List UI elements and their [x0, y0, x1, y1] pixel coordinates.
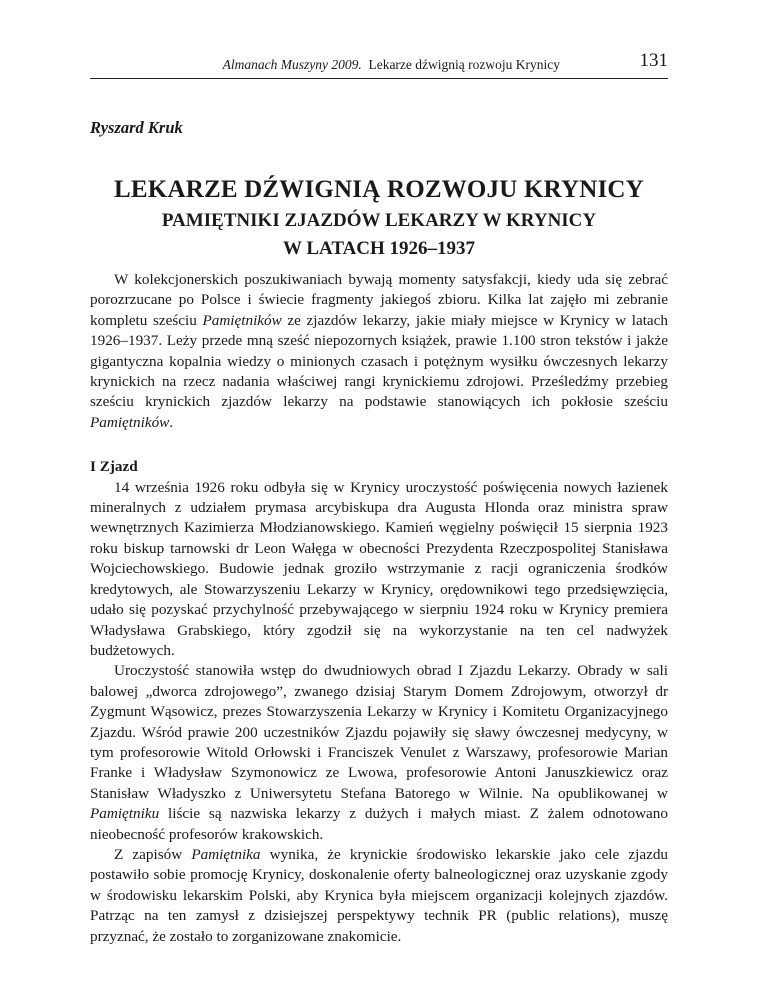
running-head-text — [223, 57, 560, 73]
article-subtitle-line-1: PAMIĘTNIKI ZJAZDÓW LEKARZY W KRYNICY — [161, 210, 597, 231]
para2-text-1: Uroczystość stanowiła wstęp do dwudniowych obrad I Zjazdu Lekarzy. Obrady w sali balowej „dworca zdrojowego”, zwanego dzisiaj Starym Domem Zdrojowym, otworzył dr Zygmunt Wąsowicz, prezes Stowarzyszenia Lekarzy w Krynicy i Komitetu Organizacyjnego Zjazdu. Wśród prawie 200 uczestników Zjazdu pojawiły się sławy ówczesnej medycyny, w tym profesorowie Witold Orłowski i Franciszek Venulet z Warszawy, profesorowie Marian Franke i Władysław Szymonowicz ze Lwowa, profesorowie Antoni Januszkiewicz oraz Stanisław Władyszko z Uniwersytetu Stefana Batorego w Wilnie. Na opublikowanej w — [90, 662, 668, 802]
intro-italic-1: Pamiętników — [202, 311, 282, 329]
running-title: Lekarze dźwignią rozwoju Krynicy — [368, 57, 560, 72]
intro-paragraph — [90, 270, 668, 433]
intro-text-1: W kolekcjonerskich poszukiwaniach bywają momenty satysfakcji, kiedy uda się zebrać porozrzucane po Polsce i świecie fragmenty jakiegoś zbioru. Kilka lat zajęło mi zebranie kompletu sześciu — [90, 271, 668, 329]
article-subtitle-line-2: W LATACH 1926–1937 — [282, 238, 476, 259]
author-name: Ryszard Kruk — [90, 118, 183, 137]
para3-italic: Pamiętnika — [191, 845, 261, 863]
intro-text-3: . — [169, 413, 174, 431]
para3-text-2: wynika, że krynickie środowisko lekarskie jako cele zjazdu postawiło sobie promocję Krynicy, doskonalenie oferty balneologicznej oraz uzyskanie zgody w środowisku lekarskim Polski, aby Krynica była miejscem organizacji kolejnych zjazdów. Patrząc na ten zamysł z dzisiejszej perspektywy technik PR (public relations), muszę przyznać, że zostało to zorganizowane znakomicie. — [90, 845, 669, 945]
article-body — [90, 270, 668, 947]
page-number: 131 — [639, 50, 668, 71]
section-heading: I Zjazd — [90, 458, 138, 476]
paragraph-3 — [90, 845, 668, 947]
para2-italic: Pamiętniku — [90, 805, 160, 823]
paragraph-1: 14 września 1926 roku odbyła się w Krynicy uroczystość poświęcenia nowych łazienek mineralnych z udziałem prymasa arcybiskupa dra Augusta Hlonda oraz ministra spraw wewnętrznych Kazimierza Młodzianowskiego. Kamień węgielny poświęcił 15 sierpnia 1923 roku biskup tarnowski dr Leon Wałęga w obecności Prezydenta Rzeczpospolitej Stanisława Wojciechowskiego. Budowie jednak groziło wstrzymanie z racji ograniczenia środków kredytowych, ale Stowarzyszeniu Lekarzy w Krynicy, orędownikowi tego przedsięwzięcia, udało się pozyskać przychylność przebywającego w sierpniu 1924 roku w Krynicy premiera Władysława Grabskiego, który zgodził się na wykorzystanie na ten cel nadwyżek budżetowych. — [90, 478, 668, 659]
running-head — [90, 46, 668, 79]
paragraph-2 — [90, 661, 668, 845]
journal-name: Almanach Muszyny 2009. — [222, 57, 362, 72]
intro-italic-2: Pamiętników — [90, 413, 170, 431]
intro-text-2: ze zjazdów lekarzy, jakie miały miejsce w Krynicy w latach 1926–1937. Leży przede mną sześć niepozornych książek, prawie 1.100 stron tekstów i jakże gigantyczna kopalnia wiedzy o minionych czasach i potężnym wysiłku ówczesnych lekarzy krynickich na rzecz nadania właściwej rangi krynickiemu zdrojowi. Prześledźmy przebieg sześciu krynickich zjazdów lekarzy na podstawie stanowiących ich pokłosie sześciu — [90, 311, 668, 411]
article-titles — [90, 175, 668, 261]
para2-text-2: liście są nazwiska lekarzy z dużych i małych miast. Z żalem odnotowano nieobecność profesorów krakowskich. — [90, 805, 668, 843]
article-title: LEKARZE DŹWIGNIĄ ROZWOJU KRYNICY — [114, 176, 644, 203]
para3-text-1: Z zapisów — [114, 845, 192, 863]
